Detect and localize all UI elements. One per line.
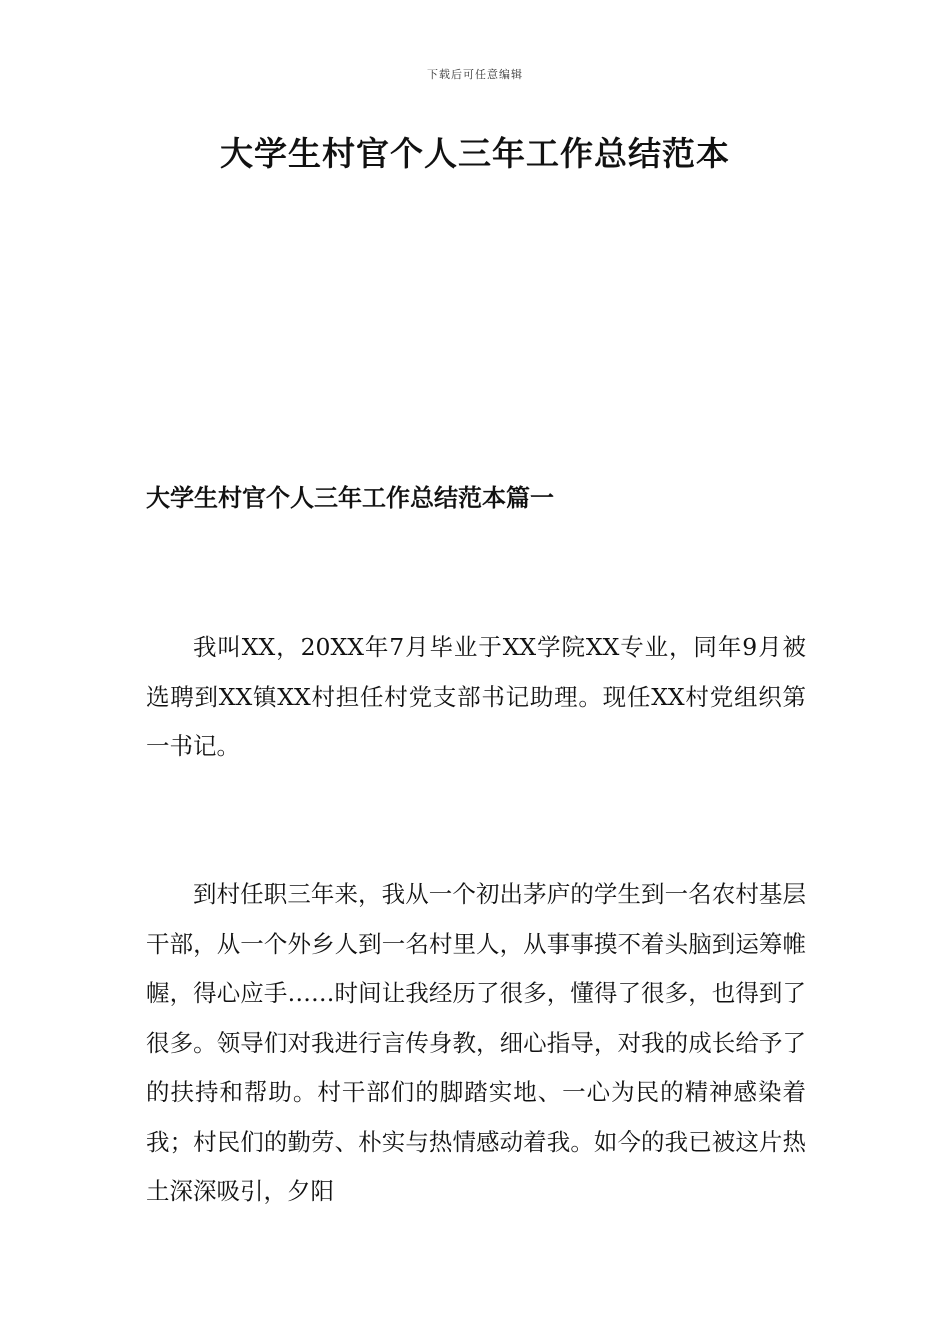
header-note: 下载后可任意编辑 bbox=[427, 68, 523, 81]
paragraph-intro: 我叫XX，20XX年7月毕业于XX学院XX专业，同年9月被选聘到XX镇XX村担任村党支部书记助理。现任XX村党组织第一书记。 bbox=[146, 633, 806, 760]
paragraph-experience: 到村任职三年来，我从一个初出茅庐的学生到一名农村基层干部，从一个外乡人到一名村里人，从事事摸不着头脑到运筹帷幄，得心应手……时间让我经历了很多，懂得了很多，也得到了很多。领导们对我进行言传身教，细心指导，对我的成长给予了的扶持和帮助。村干部们的脚踏实地、一心为民的精神感染着我；村民们的勤劳、朴实与热情感动着我。如今的我已被这片热土深深吸引，夕阳 bbox=[146, 880, 806, 1205]
document-title: 大学生村官个人三年工作总结范本 bbox=[220, 134, 730, 173]
section-heading: 大学生村官个人三年工作总结范本篇一 bbox=[146, 483, 554, 512]
